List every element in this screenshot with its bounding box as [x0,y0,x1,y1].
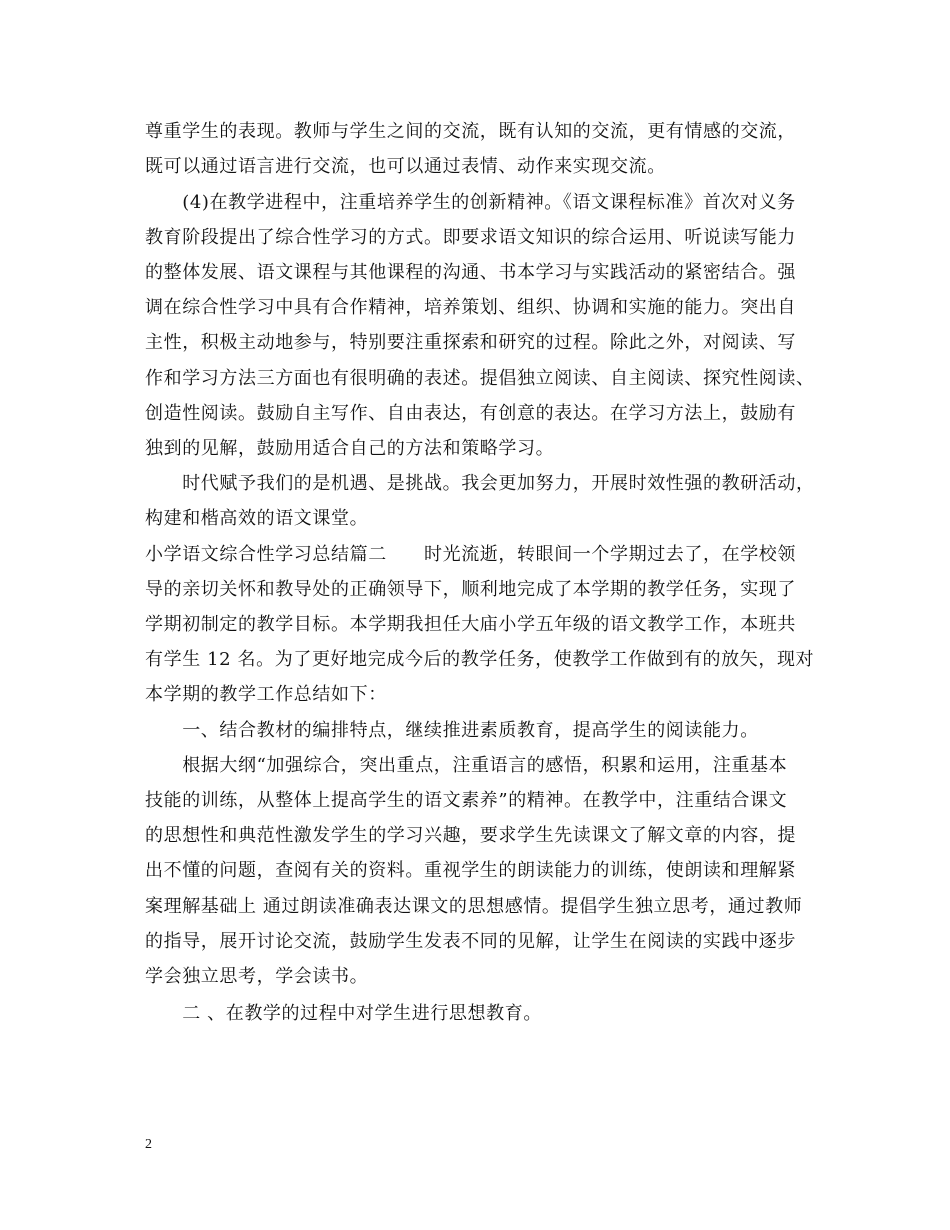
text-line: 主性，积极主动地参与，特别要注重探索和研究的过程。除此之外，对阅读、写 [145,332,796,353]
text-line: 学会独立思考，学会读书。 [145,966,369,987]
text-line: 根据大纲“加强综合，突出重点，注重语言的感悟，积累和运用，注重基本 [145,755,788,776]
text-line: 技能的训练，从整体上提高学生的语文素养”的精神。在教学中，注重结合课文 [145,790,788,811]
text-line: 的思想性和典范性激发学生的学习兴趣，要求学生先读课文了解文章的内容，提 [145,825,796,846]
text-line: 二 、在教学的过程中对学生进行思想教育。 [145,1003,542,1024]
text-line: 构建和楷高效的语文课堂。 [145,508,369,529]
text-line: 既可以通过语言进行交流，也可以通过表情、动作来实现交流。 [145,156,666,177]
text-line: 导的亲切关怀和教导处的正确领导下，顺利地完成了本学期的教学任务，实现了 [145,579,796,600]
text-line: 作和学习方法三方面也有很明确的表述。提倡独立阅读、自主阅读、探究性阅读、 [145,368,815,389]
text-line: 本学期的教学工作总结如下： [145,684,387,705]
text-line: 有学生 12 名。为了更好地完成今后的教学任务，使教学工作做到有的放矢，现对 [145,649,815,670]
text-line: 的整体发展、语文课程与其他课程的沟通、书本学习与实践活动的紧密结合。强 [145,262,796,283]
section-heading-line: 小学语文综合性学习总结篇二 时光流逝，转眼间一个学期过去了，在学校领 [145,544,796,565]
text-line: 创造性阅读。鼓励自主写作、自由表达，有创意的表达。在学习方法上，鼓励有 [145,403,796,424]
text-line: 学期初制定的教学目标。本学期我担任大庙小学五年级的语文教学工作，本班共 [145,614,796,635]
text-line: 一、结合教材的编排特点，继续推进素质教育，提高学生的阅读能力。 [145,720,759,741]
text-line: 的指导，展开讨论交流，鼓励学生发表不同的见解，让学生在阅读的实践中逐步 [145,931,796,952]
text-line: 尊重学生的表现。教师与学生之间的交流，既有认知的交流，更有情感的交流， [145,121,796,142]
text-line: 出不懂的问题，查阅有关的资料。重视学生的朗读能力的训练，使朗读和理解紧 [145,860,796,881]
page-number: 2 [145,1137,152,1152]
text-line: 教育阶段提出了综合性学习的方式。即要求语文知识的综合运用、听说读写能力 [145,227,796,248]
text-line: 调在综合性学习中具有合作精神，培养策划、组织、协调和实施的能力。突出自 [145,297,796,318]
text-line: 时代赋予我们的是机遇、是挑战。我会更加努力，开展时效性强的教研活动， [145,473,815,494]
text-line: 独到的见解，鼓励用适合自己的方法和策略学习。 [145,438,555,459]
text-line: 案理解基础上 通过朗读准确表达课文的思想感情。提倡学生独立思考，通过教师 [145,896,803,917]
text-line: (4)在教学进程中，注重培养学生的创新精神。《语文课程标准》首次对义务 [145,192,796,213]
